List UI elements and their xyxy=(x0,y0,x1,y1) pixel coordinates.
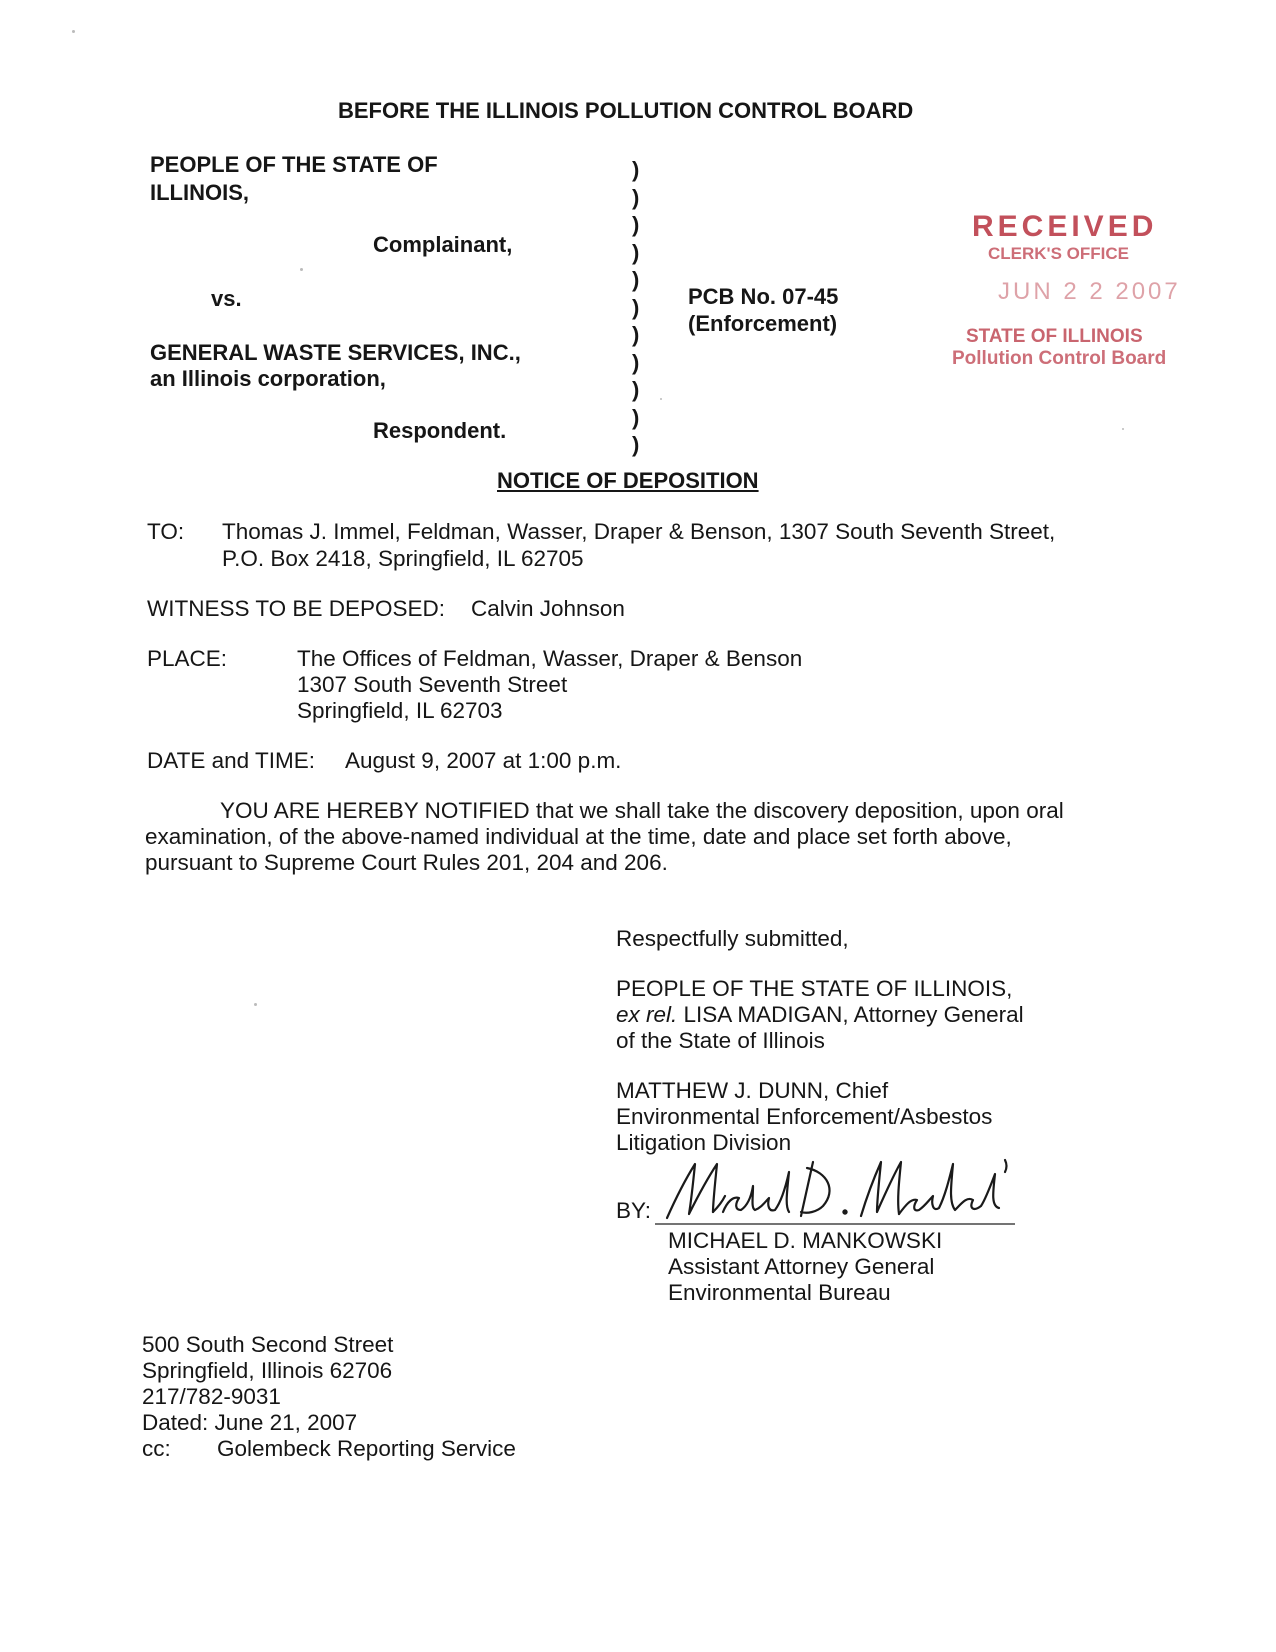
place-line2: 1307 South Seventh Street xyxy=(297,672,568,697)
caption-paren: ) xyxy=(632,184,640,210)
chief-line1: MATTHEW J. DUNN, Chief xyxy=(616,1078,889,1103)
date-time-value: August 9, 2007 at 1:00 p.m. xyxy=(345,748,622,773)
signature-image xyxy=(655,1150,1015,1228)
closing: Respectfully submitted, xyxy=(616,926,849,951)
party-line3: of the State of Illinois xyxy=(616,1028,825,1053)
caption-paren: ) xyxy=(632,157,640,182)
date-time-label: DATE and TIME: xyxy=(147,748,315,773)
case-type: (Enforcement) xyxy=(688,311,838,336)
place-line3: Springfield, IL 62703 xyxy=(297,698,503,723)
place-label: PLACE: xyxy=(147,646,228,671)
chief-line2: Environmental Enforcement/Asbestos xyxy=(616,1104,993,1129)
party-line1: PEOPLE OF THE STATE OF ILLINOIS, xyxy=(616,976,1013,1001)
signer-title: Assistant Attorney General xyxy=(668,1254,935,1279)
stamp-board: Pollution Control Board xyxy=(952,348,1167,369)
respondent-name-line2: an Illinois corporation, xyxy=(150,366,386,391)
by-label: BY: xyxy=(616,1198,652,1223)
signer-name: MICHAEL D. MANKOWSKI xyxy=(668,1228,943,1253)
to-line2: P.O. Box 2418, Springfield, IL 62705 xyxy=(222,546,584,571)
caption-paren: ) xyxy=(632,404,640,430)
footer-address1: 500 South Second Street xyxy=(142,1332,394,1357)
caption-paren: ) xyxy=(632,239,640,265)
scan-speck xyxy=(300,268,303,271)
caption-paren-column xyxy=(632,156,652,459)
witness-value: Calvin Johnson xyxy=(471,596,625,621)
page-title: BEFORE THE ILLINOIS POLLUTION CONTROL BOARD xyxy=(338,98,914,123)
respondent-name-line1: GENERAL WASTE SERVICES, INC., xyxy=(150,340,521,365)
body-line1: YOU ARE HEREBY NOTIFIED that we shall take the discovery deposition, upon oral xyxy=(220,798,1064,823)
versus-label: vs. xyxy=(211,286,242,311)
scan-speck xyxy=(660,398,662,400)
complainant-name-line1: PEOPLE OF THE STATE OF xyxy=(150,152,438,177)
caption-paren: ) xyxy=(632,322,640,347)
caption-paren: ) xyxy=(632,212,640,237)
signer-bureau: Environmental Bureau xyxy=(668,1280,891,1305)
respondent-role: Respondent. xyxy=(373,418,507,443)
caption-paren: ) xyxy=(632,349,640,375)
caption-paren: ) xyxy=(632,377,640,402)
witness-label: WITNESS TO BE DEPOSED: xyxy=(147,596,445,621)
cc-value: Golembeck Reporting Service xyxy=(217,1436,516,1461)
case-number: PCB No. 07-45 xyxy=(688,284,839,309)
to-line1: Thomas J. Immel, Feldman, Wasser, Draper & Benson, 1307 South Seventh Street, xyxy=(222,519,1056,544)
body-line2: examination, of the above-named individual at the time, date and place set forth above, xyxy=(145,824,1012,849)
complainant-name-line2: ILLINOIS, xyxy=(150,180,249,205)
footer-address2: Springfield, Illinois 62706 xyxy=(142,1358,393,1383)
party-line2-rest: LISA MADIGAN, Attorney General xyxy=(677,1002,1024,1027)
footer-phone: 217/782-9031 xyxy=(142,1384,281,1409)
scan-speck xyxy=(1122,428,1124,430)
caption-paren: ) xyxy=(632,294,640,320)
stamp-date: JUN 2 2 2007 xyxy=(998,278,1181,305)
scan-speck xyxy=(72,30,75,33)
stamp-clerks-office: CLERK'S OFFICE xyxy=(988,244,1129,263)
complainant-role: Complainant, xyxy=(373,232,513,257)
footer-dated: Dated: June 21, 2007 xyxy=(142,1410,358,1435)
caption-paren: ) xyxy=(632,432,640,457)
received-stamp xyxy=(950,210,1210,380)
stamp-state: STATE OF ILLINOIS xyxy=(966,326,1143,347)
scan-speck xyxy=(254,1003,257,1006)
party-line2 xyxy=(616,1001,1024,1028)
notice-heading: NOTICE OF DEPOSITION xyxy=(497,468,759,493)
chief-line3: Litigation Division xyxy=(616,1130,792,1155)
caption-paren: ) xyxy=(632,267,640,292)
place-line1: The Offices of Feldman, Wasser, Draper & Benson xyxy=(297,646,803,671)
stamp-received: RECEIVED xyxy=(972,210,1158,243)
cc-label: cc: xyxy=(142,1436,171,1461)
ex-rel-italic: ex rel. xyxy=(616,1002,678,1027)
body-line3: pursuant to Supreme Court Rules 201, 204 and 206. xyxy=(145,850,668,875)
to-label: TO: xyxy=(147,519,185,544)
